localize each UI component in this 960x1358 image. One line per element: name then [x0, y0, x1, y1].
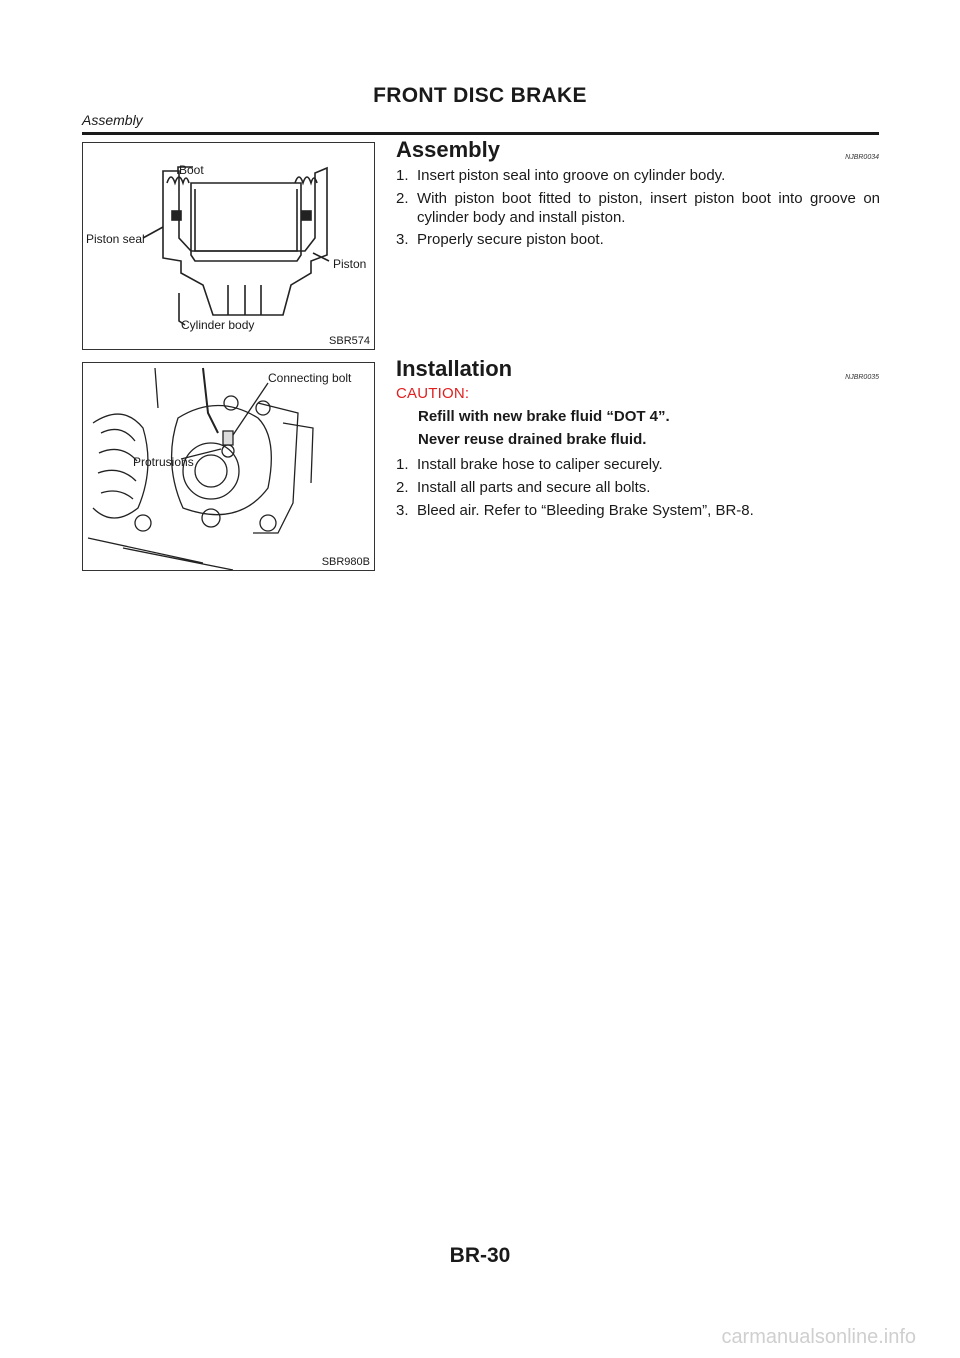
- installation-section-code: NJBR0035: [845, 374, 879, 381]
- step-number: 3.: [396, 502, 409, 519]
- step-number: 1.: [396, 167, 409, 184]
- step-text: Insert piston seal into groove on cylinder body.: [417, 167, 726, 184]
- watermark: carmanualsonline.info: [721, 1326, 916, 1348]
- figure-id: SBR574: [329, 335, 370, 347]
- figure-label-cylinder-body: Cylinder body: [181, 318, 255, 332]
- assembly-step: [396, 230, 880, 249]
- step-text: Install all parts and secure all bolts.: [417, 479, 651, 496]
- installation-step: [396, 501, 880, 520]
- figure-label-piston-seal: Piston seal: [86, 232, 145, 246]
- step-text: Bleed air. Refer to “Bleeding Brake System”, BR-8.: [417, 502, 754, 519]
- installation-step: [396, 455, 880, 474]
- figure-id: SBR980B: [321, 556, 370, 568]
- step-number: 1.: [396, 456, 409, 473]
- installation-heading: Installation: [396, 356, 513, 381]
- installation-step: [396, 478, 880, 497]
- assembly-section-code: NJBR0034: [845, 154, 879, 161]
- step-number: 2.: [396, 479, 409, 496]
- figure-label-protrusions: Protrusions: [133, 455, 194, 469]
- step-text: Install brake hose to caliper securely.: [417, 456, 663, 473]
- figure-label-connecting-bolt: Connecting bolt: [268, 371, 352, 385]
- header-rule: [82, 132, 879, 135]
- step-number: 2.: [396, 190, 409, 207]
- figure-label-piston: Piston: [333, 257, 367, 271]
- assembly-figure: [82, 142, 375, 350]
- caution-line: Never reuse drained brake fluid.: [418, 431, 647, 448]
- figure-label-boot: Boot: [179, 163, 204, 177]
- page-number: BR-30: [449, 1244, 511, 1267]
- page-subtitle: Assembly: [82, 112, 143, 128]
- caution-label: CAUTION:: [396, 385, 470, 402]
- assembly-step: [396, 189, 880, 227]
- caution-line: Refill with new brake fluid “DOT 4”.: [418, 408, 670, 425]
- caliper-installation-illustration: [83, 363, 374, 570]
- step-text: With piston boot fitted to piston, insert piston boot into groove on cylinder body and install piston.: [417, 190, 880, 226]
- assembly-step: [396, 166, 880, 185]
- step-number: 3.: [396, 231, 409, 248]
- step-text: Properly secure piston boot.: [417, 231, 604, 248]
- page-title: FRONT DISC BRAKE: [373, 84, 587, 107]
- assembly-heading: Assembly: [396, 137, 500, 162]
- installation-figure: [82, 362, 375, 571]
